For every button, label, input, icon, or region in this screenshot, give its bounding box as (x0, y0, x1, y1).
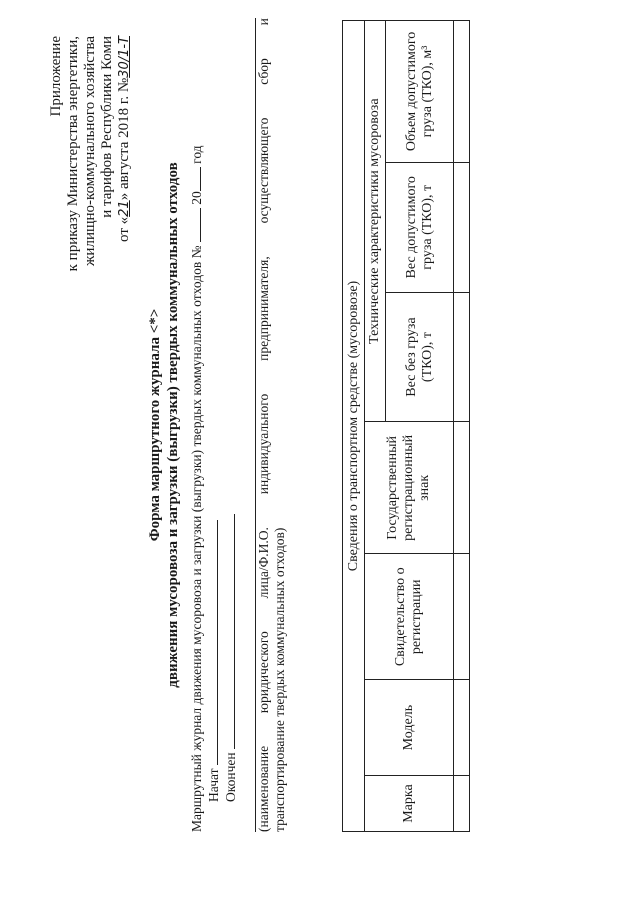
col-volume-allowed-header: Объем допустимого груза (ТКО), м³ (386, 21, 454, 163)
table-cell (454, 422, 470, 554)
table-cell (454, 292, 470, 422)
journal-year-prefix: 20 (189, 191, 204, 205)
col-model-header: Модель (365, 680, 454, 776)
table-cell (454, 162, 470, 292)
appendix-line: Приложение (48, 36, 64, 117)
appendix-date-day: 21 (117, 200, 132, 217)
journal-header-text (188, 18, 288, 832)
table-cell (454, 680, 470, 776)
started-label: Начат (206, 768, 221, 802)
appendix-order-number: 30/1-Т (117, 36, 132, 78)
col-weight-empty-header: Вес без груза (ТКО), т (386, 292, 454, 422)
appendix-date-line (116, 36, 133, 366)
table-row (454, 21, 470, 832)
vehicle-info-table (342, 20, 470, 832)
journal-number-blank (188, 208, 201, 242)
vehicle-info-group-header: Сведения о транспортном средстве (мусоровозе) (343, 21, 365, 832)
journal-year-suffix: год (189, 145, 204, 164)
tech-characteristics-header: Технические характеристики мусоровоза (365, 21, 386, 422)
started-line (205, 18, 222, 832)
organization-note-line-1 (256, 18, 272, 832)
note-word: индивидуального (256, 393, 271, 495)
appendix-block (48, 36, 133, 366)
journal-year-blank (188, 167, 201, 191)
finished-line (222, 18, 239, 832)
col-brand-header: Марка (365, 776, 454, 832)
col-weight-allowed-header: Вес допустимого груза (ТКО), т (386, 162, 454, 292)
journal-number-line (188, 18, 205, 832)
note-word: и (256, 18, 271, 26)
appendix-line: к приказу Министерства энергетики, (65, 36, 81, 272)
title-line-2: движения мусоровоза и загрузки (выгрузки) твердых коммунальных отходов (165, 162, 181, 688)
table-cell (454, 554, 470, 680)
rotated-document-sheet (42, 0, 602, 850)
col-plate-header: Государственный регистрационный знак (365, 422, 454, 554)
started-blank (205, 520, 218, 765)
table-cell (454, 776, 470, 832)
organization-note-line-2: транспортирование твердых коммунальных отходов) (272, 527, 287, 832)
finished-blank (222, 514, 235, 749)
appendix-date-prefix: от « (116, 216, 132, 242)
note-word: (наименование (256, 745, 271, 832)
document-title (146, 0, 182, 850)
appendix-date-mid: » августа 2018 г. № (116, 77, 132, 201)
appendix-line: жилищно-коммунального хозяйства (82, 36, 98, 266)
appendix-line: и тарифов Республики Коми (99, 36, 115, 218)
note-word: юридического (256, 631, 271, 714)
col-registration-certificate-header: Свидетельство о регистрации (365, 554, 454, 680)
table-cell (454, 21, 470, 163)
note-word: осуществляющего (256, 117, 271, 224)
note-word: предпринимателя, (256, 256, 271, 361)
finished-label: Окончен (223, 752, 238, 802)
note-word: лица/Ф.И.О. (256, 527, 271, 599)
title-line-1: Форма маршрутного журнала <*> (147, 308, 163, 542)
journal-prefix: Маршрутный журнал движения мусоровоза и загрузки (выгрузки) твердых коммунальных отходов № (189, 245, 204, 832)
note-word: сбор (256, 58, 271, 85)
